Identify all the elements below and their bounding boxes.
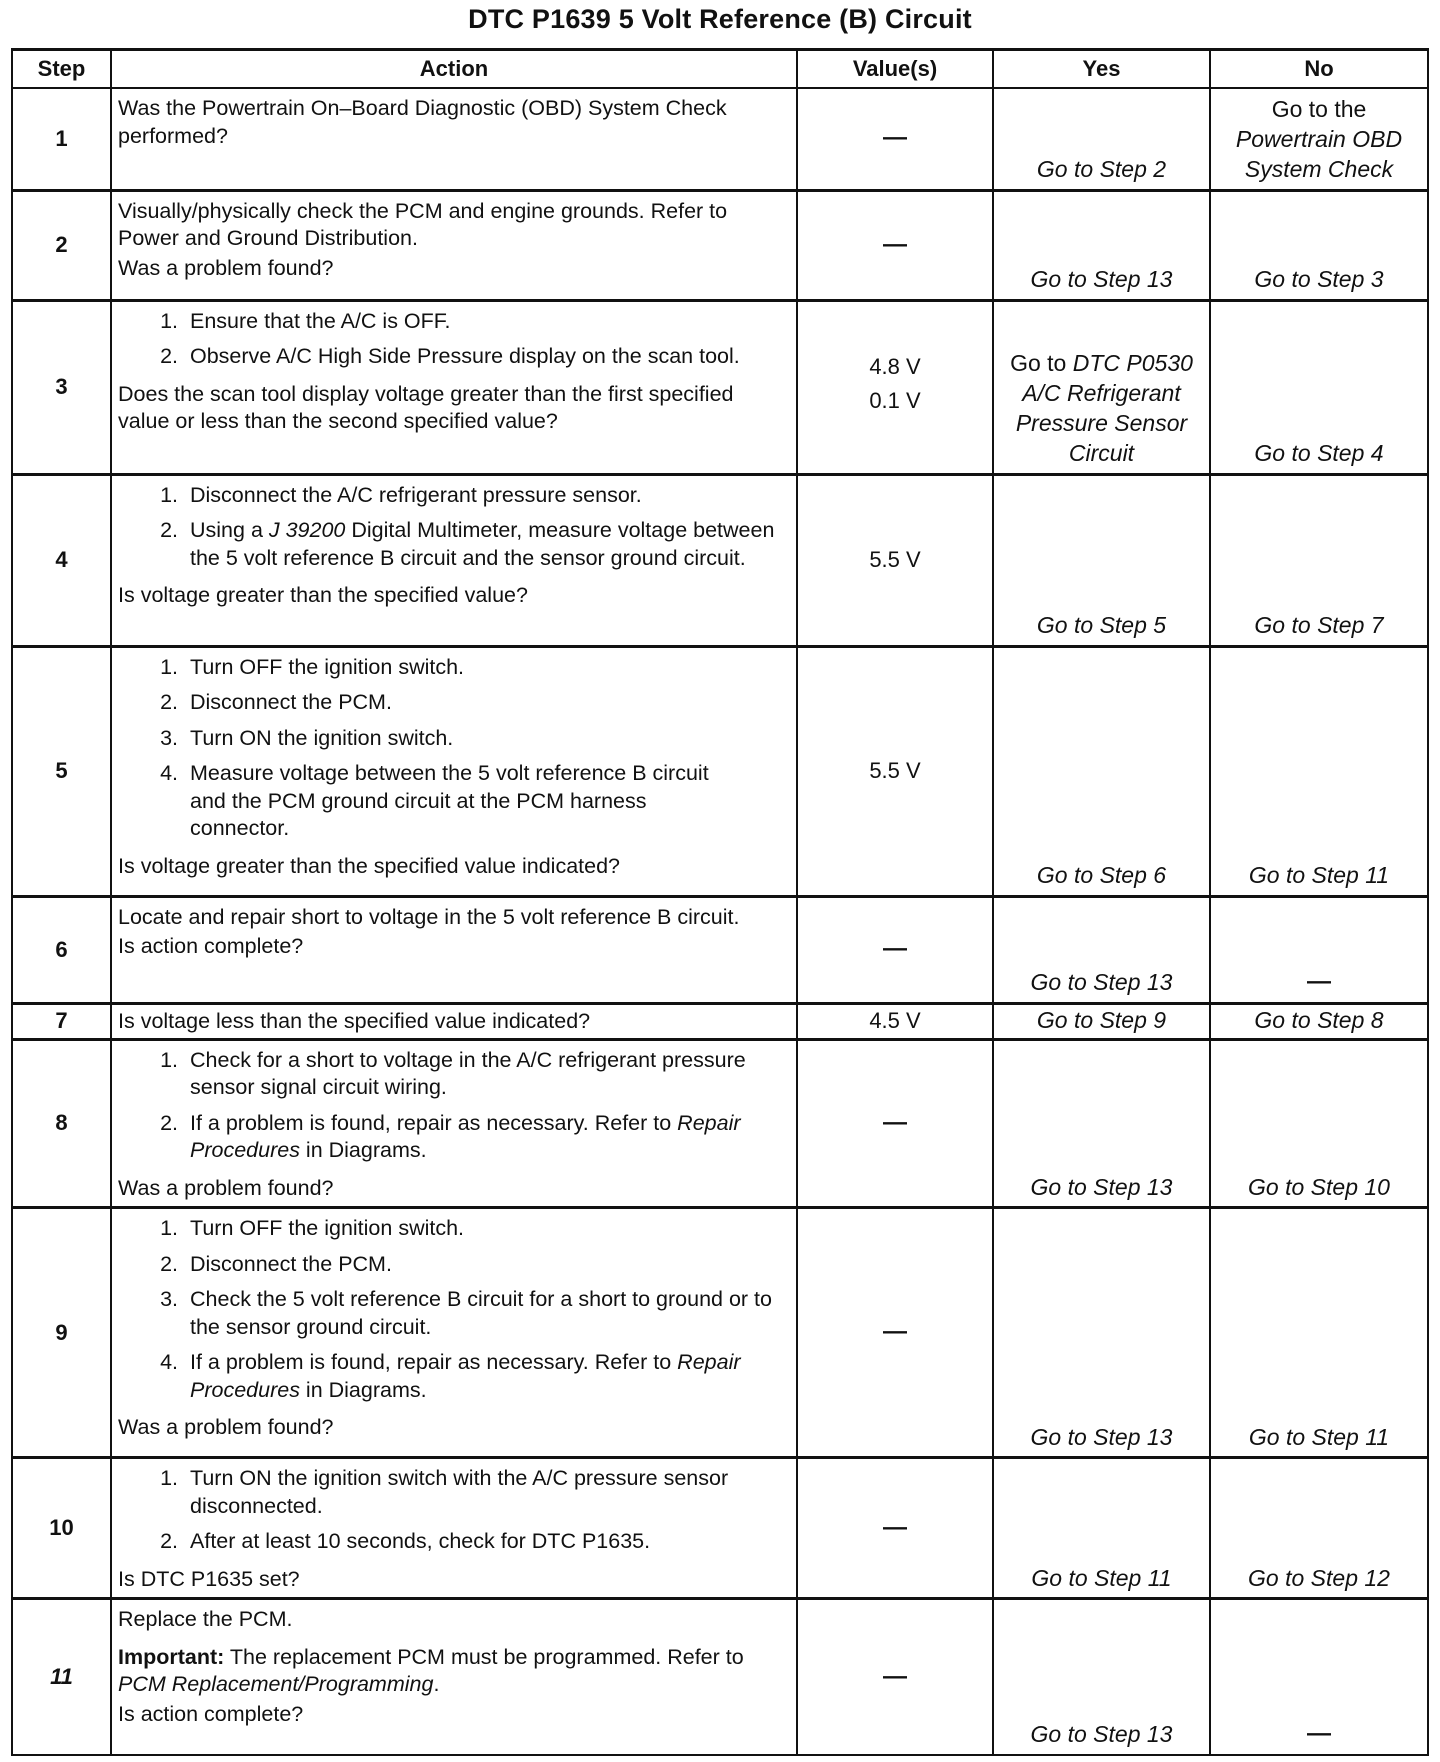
step-number: 6 <box>12 896 111 1003</box>
value-cell <box>797 1003 993 1039</box>
action-question: Was a problem found? <box>118 1415 334 1440</box>
no-dash: — <box>1307 1720 1331 1748</box>
action-question: Is voltage less than the specified value indicated? <box>118 1008 591 1033</box>
action-step: 1. Check for a short to voltage in the A/C refrigerant pressure sensor signal circuit wiring. <box>184 1047 790 1102</box>
action-step: 3. Turn ON the ignition switch. <box>184 725 730 753</box>
action-cell <box>111 474 797 646</box>
no-link[interactable]: Go to Step 8 <box>1254 1007 1384 1034</box>
yes-cell <box>993 1003 1210 1039</box>
action-question: Is action complete? <box>118 934 304 959</box>
table-row <box>12 646 1428 896</box>
step-number: 11 <box>12 1599 111 1755</box>
value-dash: — <box>883 230 907 258</box>
no-cell <box>1210 474 1428 646</box>
important-note <box>118 1644 790 1699</box>
yes-cell <box>993 896 1210 1003</box>
action-cell <box>111 300 797 474</box>
action-step-prefix: Using a <box>190 518 269 543</box>
no-dash: — <box>1307 967 1331 995</box>
value-dash: — <box>883 1109 907 1137</box>
action-step: 1. Turn OFF the ignition switch. <box>184 1215 790 1243</box>
yes-link[interactable]: Go to Step 11 <box>1031 1564 1172 1591</box>
yes-link[interactable]: Pressure Sensor <box>1015 409 1188 436</box>
step-number: 7 <box>12 1003 111 1039</box>
no-cell <box>1210 300 1428 474</box>
action-cell <box>111 190 797 300</box>
yes-link[interactable]: Go to Step 13 <box>1030 1423 1173 1450</box>
action-step <box>184 1349 790 1404</box>
value-dash: — <box>883 124 907 152</box>
value-cell <box>797 896 993 1003</box>
step-number: 8 <box>12 1039 111 1208</box>
action-steps <box>118 654 790 851</box>
action-question: Is action complete? <box>118 1701 304 1726</box>
important-label: Important: <box>118 1644 225 1669</box>
important-text: The replacement PCM must be programmed. Refer to <box>224 1644 744 1669</box>
table-row <box>12 300 1428 474</box>
yes-cell <box>993 300 1210 474</box>
step-number: 1 <box>12 88 111 190</box>
header-yes: Yes <box>993 50 1210 89</box>
action-steps <box>118 1047 790 1173</box>
action-question: Does the scan tool display voltage greater than the first specified value or less than the second specified value? <box>118 381 734 434</box>
value-dash: — <box>883 1318 907 1346</box>
yes-link[interactable]: Go to Step 9 <box>1036 1007 1167 1034</box>
step-number: 10 <box>12 1458 111 1599</box>
action-step: 3. Check the 5 volt reference B circuit for a short to ground or to the sensor ground circuit. <box>184 1286 790 1341</box>
action-cell <box>111 1003 797 1039</box>
yes-link[interactable]: DTC P0530 <box>1072 350 1193 377</box>
no-link[interactable]: Go to Step 11 <box>1248 862 1390 889</box>
value-cell <box>797 300 993 474</box>
no-cell <box>1210 896 1428 1003</box>
step-number: 3 <box>12 300 111 474</box>
no-cell <box>1210 190 1428 300</box>
value-cell <box>797 190 993 300</box>
yes-cell <box>993 1039 1210 1208</box>
no-link[interactable]: Go to Step 10 <box>1248 1173 1390 1200</box>
no-cell <box>1210 1039 1428 1208</box>
no-cell <box>1210 1458 1428 1599</box>
yes-link[interactable]: Go to Step 13 <box>1030 1173 1173 1200</box>
repair-procedures-link[interactable]: Repair Procedures <box>190 1110 741 1163</box>
yes-cell <box>993 1208 1210 1458</box>
action-question: Is voltage greater than the specified value indicated? <box>118 853 620 878</box>
action-step: 2. After at least 10 seconds, check for DTC P1635. <box>184 1528 790 1556</box>
yes-link-prefix: Go to <box>1010 350 1073 377</box>
value-text: 5.5 V <box>869 758 921 784</box>
action-steps <box>118 1465 790 1564</box>
no-link[interactable]: System Check <box>1244 155 1394 182</box>
action-cell <box>111 646 797 896</box>
action-cell <box>111 896 797 1003</box>
value-cell <box>797 474 993 646</box>
no-cell <box>1210 1599 1428 1755</box>
value-cell <box>797 1208 993 1458</box>
table-row <box>12 1039 1428 1208</box>
table-header-row <box>12 50 1428 89</box>
yes-cell <box>993 474 1210 646</box>
yes-link[interactable]: Go to Step 13 <box>1030 969 1173 996</box>
action-text: Visually/physically check the PCM and engine grounds. Refer to Power and Ground Distribution. <box>118 198 728 251</box>
yes-cell <box>993 190 1210 300</box>
value-text: 5.5 V <box>869 547 921 573</box>
action-step <box>184 517 790 572</box>
important-end: . <box>433 1672 440 1697</box>
yes-link[interactable]: Go to Step 13 <box>1030 1721 1173 1748</box>
action-step: 2. Disconnect the PCM. <box>184 689 730 717</box>
value-cell <box>797 1599 993 1755</box>
yes-link[interactable]: Go to Step 13 <box>1030 266 1173 293</box>
action-step-rest: Digital Multimeter, measure voltage between the 5 volt reference B circuit and the sensor ground circuit. <box>190 518 775 570</box>
table-row <box>12 1458 1428 1599</box>
action-question: Was a problem found? <box>118 255 334 280</box>
action-step: 2. Observe A/C High Side Pressure display on the scan tool. <box>184 343 790 371</box>
action-question: Is voltage greater than the specified value? <box>118 583 528 608</box>
action-text: Was the Powertrain On–Board Diagnostic (OBD) System Check performed? <box>118 96 727 148</box>
action-cell <box>111 1208 797 1458</box>
no-link[interactable]: Go to Step 4 <box>1254 440 1384 467</box>
yes-cell <box>993 1599 1210 1755</box>
yes-link[interactable]: A/C Refrigerant <box>1022 380 1181 406</box>
action-step-prefix: If a problem is found, repair as necessary. Refer to <box>190 1350 678 1375</box>
page-title: DTC P1639 5 Volt Reference (B) Circuit <box>468 4 972 34</box>
action-step: 2. Disconnect the PCM. <box>184 1251 790 1279</box>
no-cell <box>1210 646 1428 896</box>
value-cell <box>797 88 993 190</box>
table-row <box>12 896 1428 1003</box>
value-dash: — <box>883 1662 907 1690</box>
tool-reference: J 39200 <box>268 518 346 543</box>
table-row <box>12 88 1428 190</box>
yes-link[interactable]: Go to Step 2 <box>1036 156 1167 183</box>
table-row <box>12 474 1428 646</box>
yes-link[interactable]: Circuit <box>1068 439 1135 466</box>
action-step: 4. Measure voltage between the 5 volt reference B circuit and the PCM ground circuit at the PCM harness connector. <box>184 760 730 843</box>
yes-cell <box>993 1458 1210 1599</box>
repair-procedures-link[interactable]: Repair Procedures <box>190 1350 741 1402</box>
yes-link[interactable]: Go to Step 6 <box>1036 862 1167 889</box>
action-cell <box>111 1039 797 1208</box>
pcm-programming-link[interactable]: PCM Replacement/Programming <box>118 1672 434 1697</box>
action-step: 1. Disconnect the A/C refrigerant pressure sensor. <box>184 482 790 510</box>
action-steps <box>118 1215 790 1412</box>
action-text: Replace the PCM. <box>118 1607 293 1632</box>
no-cell <box>1210 88 1428 190</box>
header-values: Value(s) <box>797 50 993 89</box>
action-cell <box>111 1458 797 1599</box>
action-step <box>184 1110 790 1165</box>
action-text: Locate and repair short to voltage in the 5 volt reference B circuit. <box>118 904 740 929</box>
no-link[interactable]: Go to Step 7 <box>1254 612 1384 639</box>
table-row <box>12 1208 1428 1458</box>
header-step: Step <box>12 50 111 89</box>
action-step-suffix: in Diagrams. <box>299 1377 427 1402</box>
no-cell <box>1210 1208 1428 1458</box>
yes-cell <box>993 88 1210 190</box>
action-cell <box>111 1599 797 1755</box>
action-step: 1. Ensure that the A/C is OFF. <box>184 308 790 336</box>
header-action: Action <box>111 50 797 89</box>
action-step: 1. Turn OFF the ignition switch. <box>184 654 730 682</box>
diagnostic-table <box>11 48 1429 1756</box>
action-steps <box>118 482 790 581</box>
value-cell <box>797 1458 993 1599</box>
action-step-prefix: If a problem is found, repair as necessary. Refer to <box>190 1110 678 1135</box>
no-text: Go to the <box>1271 96 1367 122</box>
header-no: No <box>1210 50 1428 89</box>
action-step-suffix: in Diagrams. <box>299 1138 427 1163</box>
action-question: Was a problem found? <box>118 1175 334 1200</box>
action-cell <box>111 88 797 190</box>
value-text: 0.1 V <box>869 388 921 414</box>
action-step: 1. Turn ON the ignition switch with the A/C pressure sensor disconnected. <box>184 1465 790 1520</box>
no-link[interactable]: Go to Step 12 <box>1248 1564 1390 1591</box>
table-row <box>12 1003 1428 1039</box>
step-number: 9 <box>12 1208 111 1458</box>
no-link[interactable]: Powertrain OBD <box>1235 125 1403 152</box>
table-row <box>12 1599 1428 1755</box>
step-number: 4 <box>12 474 111 646</box>
value-dash: — <box>883 1513 907 1541</box>
yes-link[interactable]: Go to Step 5 <box>1036 612 1167 639</box>
step-number: 2 <box>12 190 111 300</box>
no-link[interactable]: Go to Step 11 <box>1248 1423 1390 1450</box>
value-text: 4.8 V <box>869 354 921 380</box>
action-question: Is DTC P1635 set? <box>118 1566 300 1591</box>
value-cell <box>797 646 993 896</box>
yes-cell <box>993 646 1210 896</box>
no-link[interactable]: Go to Step 3 <box>1254 266 1384 293</box>
step-number: 5 <box>12 646 111 896</box>
value-dash: — <box>883 935 907 963</box>
table-row <box>12 190 1428 300</box>
action-steps <box>118 308 790 379</box>
no-cell <box>1210 1003 1428 1039</box>
value-cell <box>797 1039 993 1208</box>
value-text: 4.5 V <box>869 1008 921 1034</box>
